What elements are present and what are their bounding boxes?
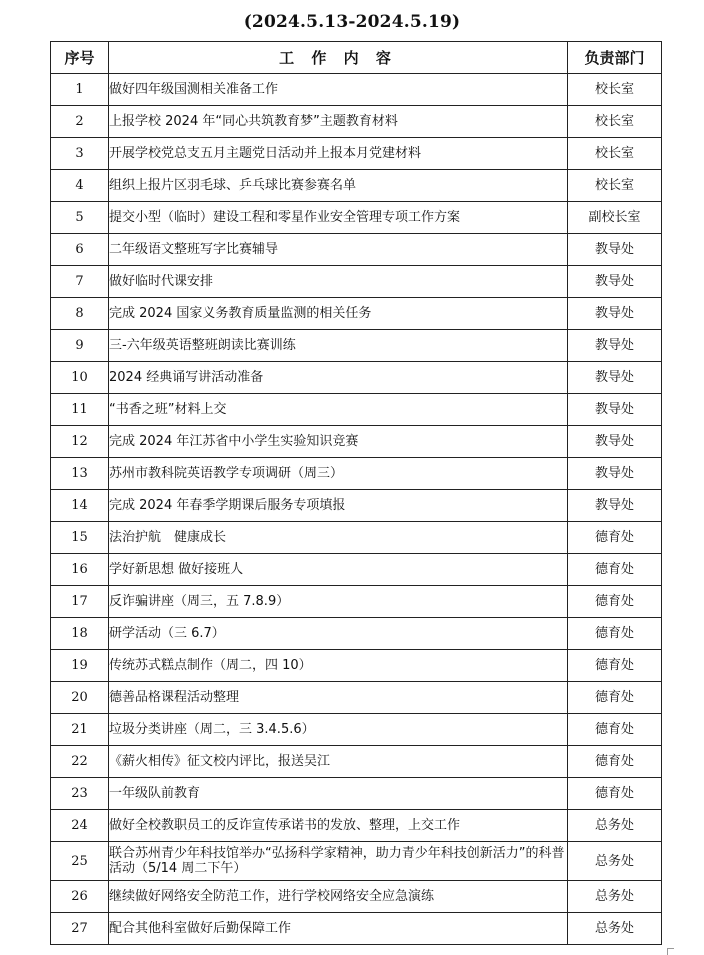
table-row	[51, 554, 662, 586]
table-row	[51, 490, 662, 522]
header-work-content: 工 作 内 容	[109, 42, 568, 74]
table-row	[51, 202, 662, 234]
row-department: 校长室	[568, 106, 662, 138]
row-department: 总务处	[568, 842, 662, 881]
row-task: 开展学校党总支五月主题党日活动并上报本月党建材料	[109, 138, 568, 170]
row-task: 苏州市教科院英语教学专项调研（周三）	[109, 458, 568, 490]
row-task: 法治护航 健康成长	[109, 522, 568, 554]
header-row	[51, 42, 662, 74]
row-number: 16	[51, 554, 109, 586]
table-row	[51, 586, 662, 618]
table-row	[51, 298, 662, 330]
row-number: 17	[51, 586, 109, 618]
table-header	[51, 42, 662, 74]
table-row	[51, 234, 662, 266]
row-task: 做好全校教职员工的反诈宣传承诺书的发放、整理，上交工作	[109, 810, 568, 842]
row-task: 研学活动（三 6.7）	[109, 618, 568, 650]
table-row	[51, 330, 662, 362]
row-task: 提交小型（临时）建设工程和零星作业安全管理专项工作方案	[109, 202, 568, 234]
row-task: 完成 2024 年春季学期课后服务专项填报	[109, 490, 568, 522]
row-department: 教导处	[568, 330, 662, 362]
row-task: 联合苏州青少年科技馆举办“弘扬科学家精神，助力青少年科技创新活力”的科普活动（5/14 周二下午）	[109, 842, 568, 881]
row-task: 反诈骗讲座（周三，五 7.8.9）	[109, 586, 568, 618]
row-number: 12	[51, 426, 109, 458]
row-department: 教导处	[568, 458, 662, 490]
table-row	[51, 650, 662, 682]
row-number: 18	[51, 618, 109, 650]
row-number: 3	[51, 138, 109, 170]
table-row	[51, 746, 662, 778]
row-number: 9	[51, 330, 109, 362]
table-row	[51, 458, 662, 490]
row-department: 德育处	[568, 682, 662, 714]
table-row	[51, 106, 662, 138]
table-row	[51, 266, 662, 298]
table-row	[51, 810, 662, 842]
row-department: 总务处	[568, 810, 662, 842]
row-number: 5	[51, 202, 109, 234]
row-number: 26	[51, 881, 109, 913]
row-task: 完成 2024 国家义务教育质量监测的相关任务	[109, 298, 568, 330]
row-number: 8	[51, 298, 109, 330]
header-responsible-dept: 负责部门	[568, 42, 662, 74]
row-number: 7	[51, 266, 109, 298]
row-task: 传统苏式糕点制作（周二，四 10）	[109, 650, 568, 682]
row-department: 德育处	[568, 714, 662, 746]
table-row	[51, 913, 662, 945]
row-number: 15	[51, 522, 109, 554]
row-department: 教导处	[568, 298, 662, 330]
row-number: 11	[51, 394, 109, 426]
row-department: 教导处	[568, 234, 662, 266]
row-task: 德善品格课程活动整理	[109, 682, 568, 714]
table-row	[51, 522, 662, 554]
row-task: 一年级队前教育	[109, 778, 568, 810]
row-department: 德育处	[568, 522, 662, 554]
row-department: 教导处	[568, 490, 662, 522]
row-department: 德育处	[568, 778, 662, 810]
row-department: 德育处	[568, 618, 662, 650]
table-row	[51, 714, 662, 746]
table-row	[51, 842, 662, 881]
row-number: 10	[51, 362, 109, 394]
row-number: 19	[51, 650, 109, 682]
table-row	[51, 170, 662, 202]
row-number: 22	[51, 746, 109, 778]
row-task: 垃圾分类讲座（周二，三 3.4.5.6）	[109, 714, 568, 746]
row-department: 德育处	[568, 746, 662, 778]
work-schedule-table	[50, 41, 662, 945]
row-department: 德育处	[568, 650, 662, 682]
header-serial-number: 序号	[51, 42, 109, 74]
row-department: 校长室	[568, 74, 662, 106]
row-number: 4	[51, 170, 109, 202]
table-row	[51, 362, 662, 394]
row-task: 继续做好网络安全防范工作，进行学校网络安全应急演练	[109, 881, 568, 913]
table-row	[51, 618, 662, 650]
row-number: 14	[51, 490, 109, 522]
table-row	[51, 682, 662, 714]
row-number: 6	[51, 234, 109, 266]
row-task: 做好临时代课安排	[109, 266, 568, 298]
row-number: 20	[51, 682, 109, 714]
row-number: 21	[51, 714, 109, 746]
row-number: 23	[51, 778, 109, 810]
table-row	[51, 74, 662, 106]
row-number: 1	[51, 74, 109, 106]
row-task: 完成 2024 年江苏省中小学生实验知识竞赛	[109, 426, 568, 458]
row-number: 24	[51, 810, 109, 842]
row-department: 校长室	[568, 170, 662, 202]
row-task: 2024 经典诵写讲活动准备	[109, 362, 568, 394]
table-row	[51, 881, 662, 913]
row-task: 三-六年级英语整班朗读比赛训练	[109, 330, 568, 362]
row-department: 教导处	[568, 394, 662, 426]
table-row	[51, 138, 662, 170]
row-task: “书香之班”材料上交	[109, 394, 568, 426]
row-task: 二年级语文整班写字比赛辅导	[109, 234, 568, 266]
page-title: (2024.5.13-2024.5.19)	[243, 12, 461, 32]
table-row	[51, 394, 662, 426]
table-row	[51, 778, 662, 810]
row-task: 做好四年级国测相关准备工作	[109, 74, 568, 106]
row-task: 配合其他科室做好后勤保障工作	[109, 913, 568, 945]
row-department: 教导处	[568, 426, 662, 458]
row-number: 25	[51, 842, 109, 881]
row-number: 2	[51, 106, 109, 138]
row-task: 上报学校 2024 年“同心共筑教育梦”主题教育材料	[109, 106, 568, 138]
row-department: 总务处	[568, 881, 662, 913]
row-department: 总务处	[568, 913, 662, 945]
row-department: 副校长室	[568, 202, 662, 234]
row-task: 学好新思想 做好接班人	[109, 554, 568, 586]
row-number: 13	[51, 458, 109, 490]
row-department: 教导处	[568, 362, 662, 394]
row-task: 《薪火相传》征文校内评比，报送吴江	[109, 746, 568, 778]
row-department: 德育处	[568, 586, 662, 618]
row-department: 教导处	[568, 266, 662, 298]
table-body	[51, 74, 662, 945]
row-department: 德育处	[568, 554, 662, 586]
row-number: 27	[51, 913, 109, 945]
row-task: 组织上报片区羽毛球、乒乓球比赛参赛名单	[109, 170, 568, 202]
row-department: 校长室	[568, 138, 662, 170]
table-row	[51, 426, 662, 458]
